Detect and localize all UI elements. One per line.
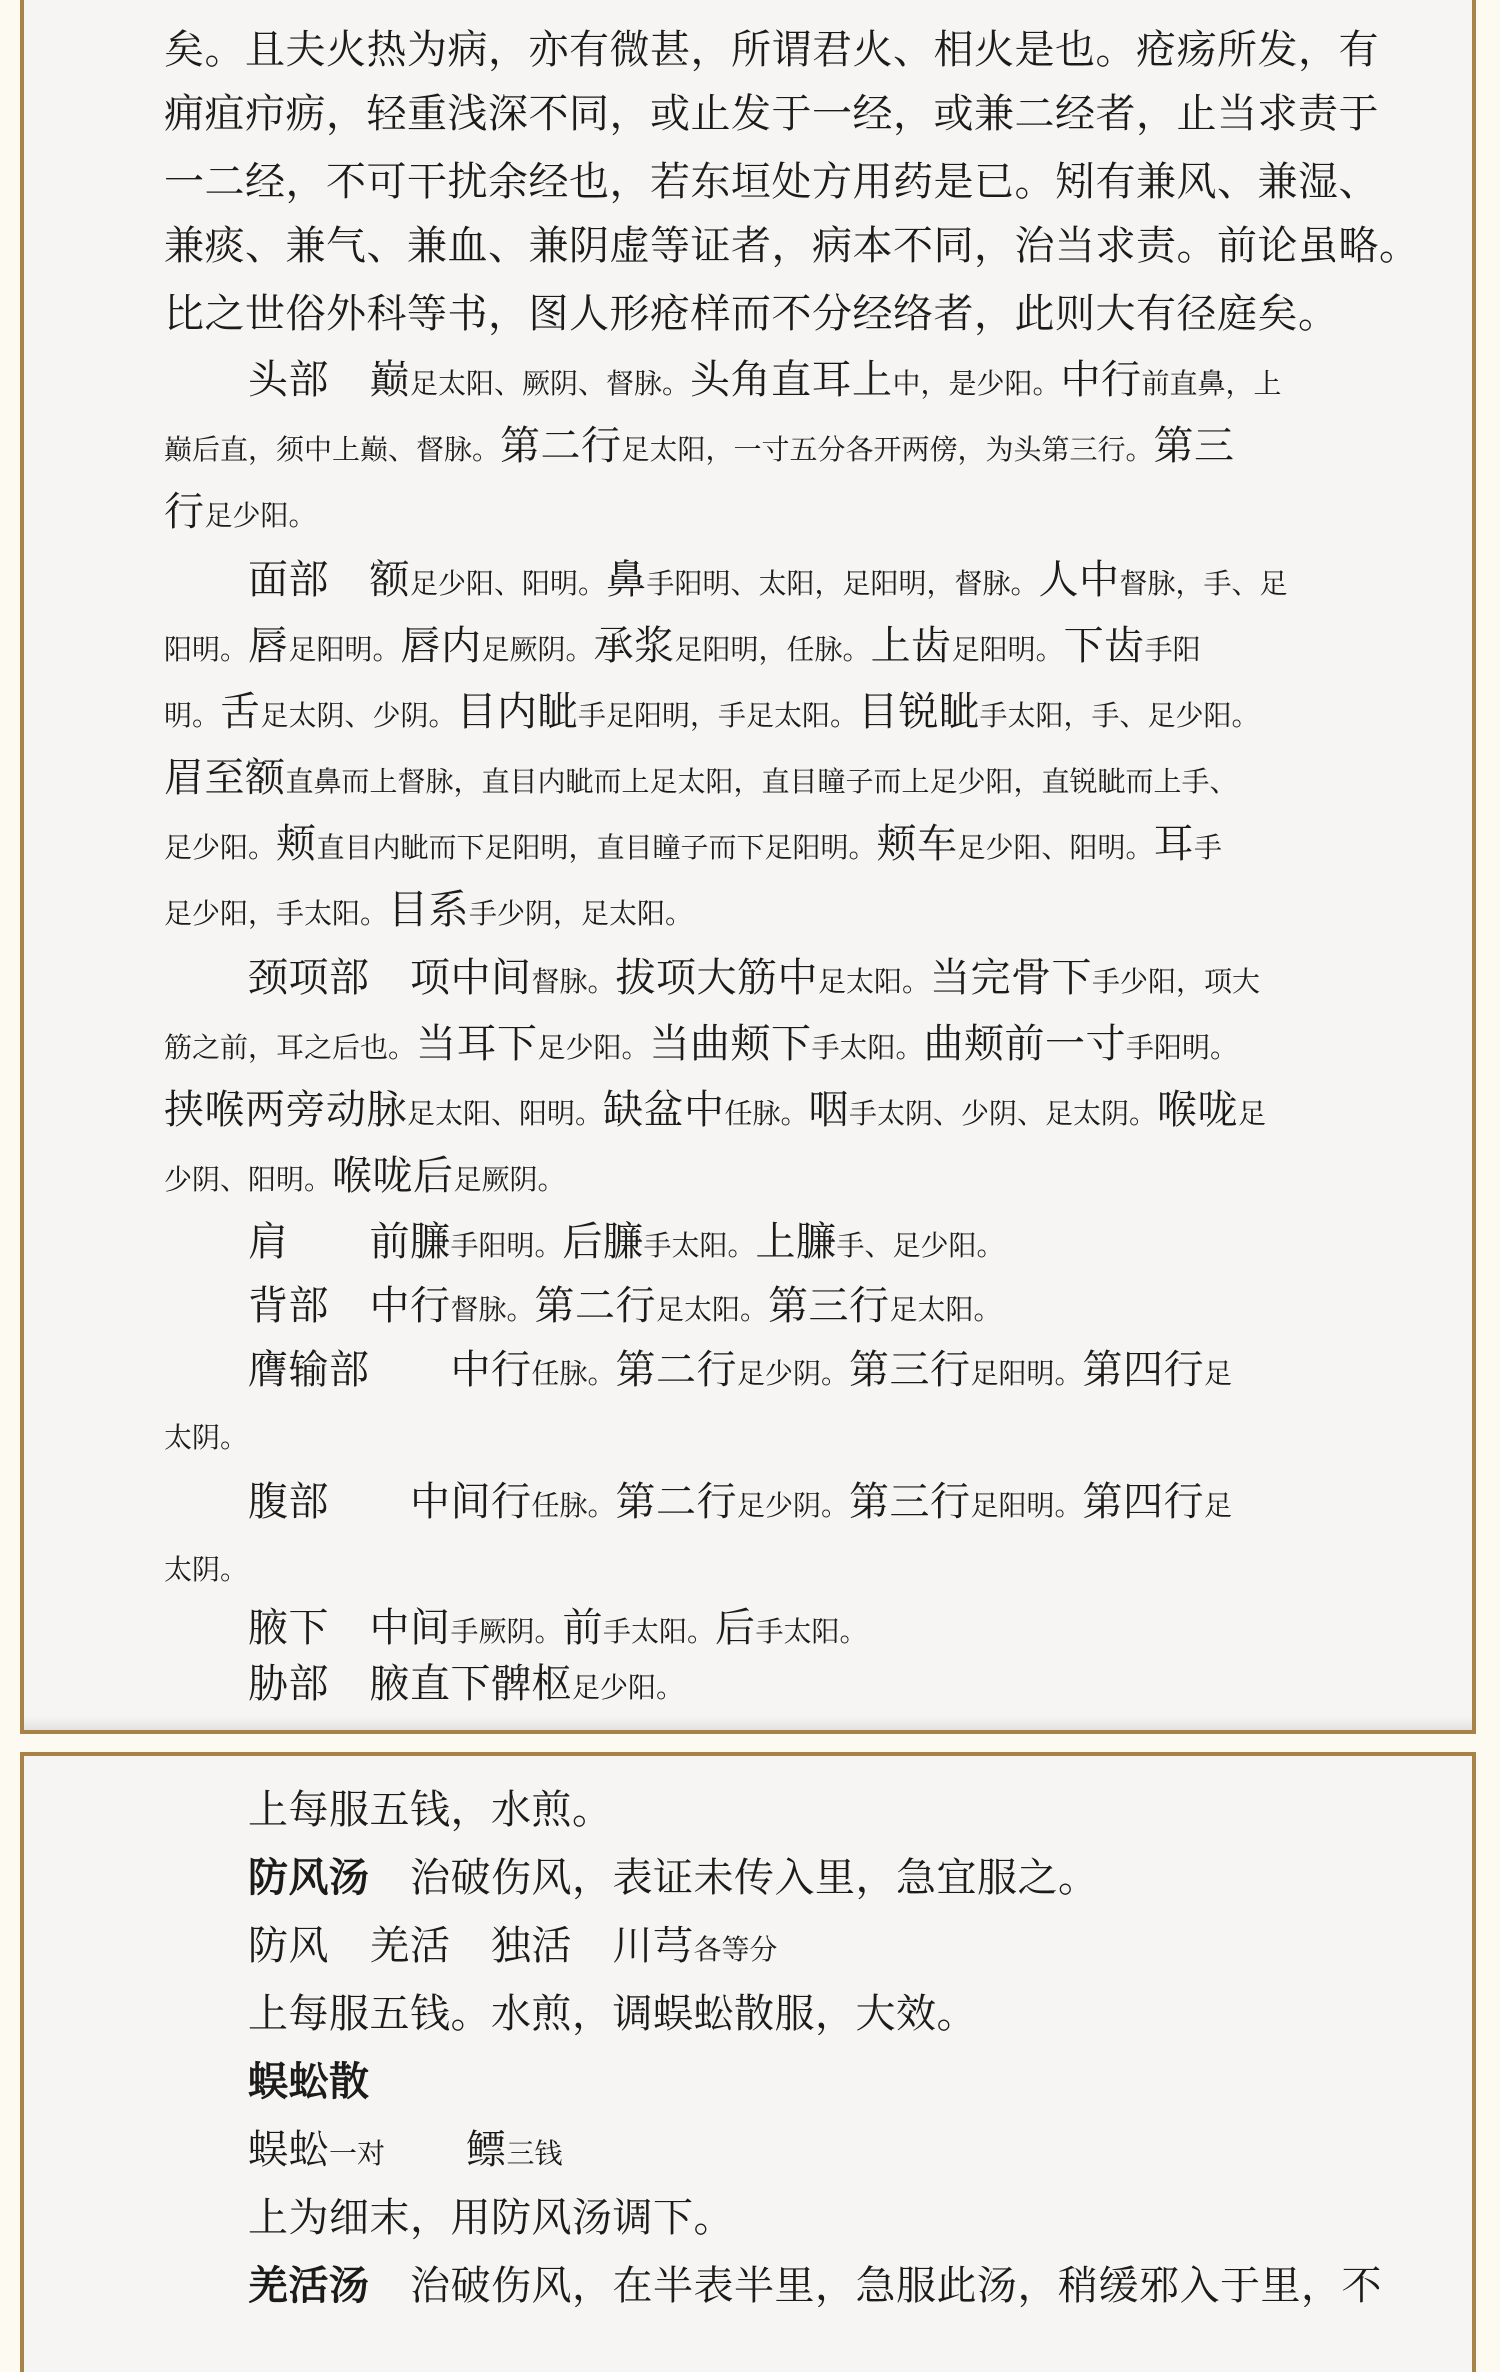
text-line: 行足少阳。 [164, 489, 317, 535]
text-line: 阳明。唇足阳明。唇内足厥阴。承浆足阳明，任脉。上齿足阳明。下齿手阳 [164, 623, 1201, 669]
text-line: 兼痰、兼气、兼血、兼阴虚等证者，病本不同，治当求责。前论虽略。 [164, 223, 1420, 269]
recipe-fangfeng: 防风汤 治破伤风，表证未传入里，急宜服之。 [248, 1854, 1099, 1901]
text-line: 挟喉两旁动脉足太阳、阳明。缺盆中任脉。咽手太阴、少阴、足太阴。喉咙足 [164, 1087, 1267, 1133]
text-line: 足少阳，手太阳。目系手少阴，足太阳。 [164, 887, 694, 933]
section-back: 背部 中行督脉。第二行足太阳。第三行足太阳。 [248, 1283, 1002, 1329]
text-line: 一二经，不可干扰余经也，若东垣处方用药是已。矧有兼风、兼湿、 [164, 159, 1379, 205]
text-line: 明。舌足太阴、少阴。目内眦手足阳明，手足太阳。目锐眦手太阳，手、足少阳。 [164, 689, 1260, 735]
text-line: 少阴、阳明。喉咙后足厥阴。 [164, 1153, 566, 1199]
section-face: 面部 额足少阳、阳明。鼻手阳明、太阳，足阳明，督脉。人中督脉，手、足 [248, 557, 1288, 603]
text-line: 上每服五钱。水煎，调蜈蚣散服，大效。 [248, 1991, 977, 2037]
ingredients-line: 蜈蚣一对 鳔三钱 [248, 2127, 563, 2173]
text-line: 筋之前，耳之后也。当耳下足少阳。当曲颊下手太阳。曲颊前一寸手阳明。 [164, 1021, 1239, 1067]
section-flank: 胁部 腋直下髀枢足少阳。 [248, 1661, 685, 1707]
section-head: 头部 巅足太阳、厥阴、督脉。头角直耳上中，是少阳。中行前直鼻，上 [248, 357, 1282, 403]
text-line: 太阴。 [164, 1553, 249, 1586]
text-line: 矣。且夫火热为病，亦有微甚，所谓君火、相火是也。疮疡所发，有 [164, 27, 1379, 73]
section-abdomen: 腹部 中间行任脉。第二行足少阴。第三行足阳明。第四行足 [248, 1479, 1233, 1525]
section-neck: 颈项部 项中间督脉。拔项大筋中足太阳。当完骨下手少阳，项大 [248, 955, 1261, 1001]
section-chest: 膺输部 中行任脉。第二行足少阴。第三行足阳明。第四行足 [248, 1347, 1233, 1393]
text-line: 眉至额直鼻而上督脉，直目内眦而上足太阳，直目瞳子而上足少阳，直锐眦而上手、 [164, 755, 1238, 801]
section-shoulder: 肩 前臁手阳明。后臁手太阳。上臁手、足少阳。 [248, 1219, 1005, 1265]
page-shadow [24, 1716, 1472, 1730]
text-line: 太阴。 [164, 1421, 249, 1454]
text-line: 巅后直，须中上巅、督脉。第二行足太阳，一寸五分各开两傍，为头第三行。第三 [164, 423, 1235, 469]
text-line: 上每服五钱，水煎。 [248, 1787, 613, 1833]
section-armpit: 腋下 中间手厥阴。前手太阳。后手太阳。 [248, 1605, 868, 1651]
page-top [20, 0, 1476, 1734]
recipe-qianghuo: 羌活汤 治破伤风，在半表半里，急服此汤，稍缓邪入于里，不 [248, 2262, 1382, 2309]
text-line: 上为细末，用防风汤调下。 [248, 2195, 734, 2241]
recipe-wugong: 蜈蚣散 [248, 2058, 370, 2105]
text-line: 痈疽疖疬，轻重浅深不同，或止发于一经，或兼二经者，止当求责于 [164, 91, 1379, 137]
page-bottom [20, 1752, 1476, 2372]
text-line: 比之世俗外科等书，图人形疮样而不分经络者，此则大有径庭矣。 [164, 291, 1339, 337]
text-line: 足少阳。颊直目内眦而下足阳明，直目瞳子而下足阳明。颊车足少阳、阳明。耳手 [164, 821, 1223, 867]
ingredients-line: 防风 羌活 独活 川芎各等分 [248, 1923, 778, 1969]
